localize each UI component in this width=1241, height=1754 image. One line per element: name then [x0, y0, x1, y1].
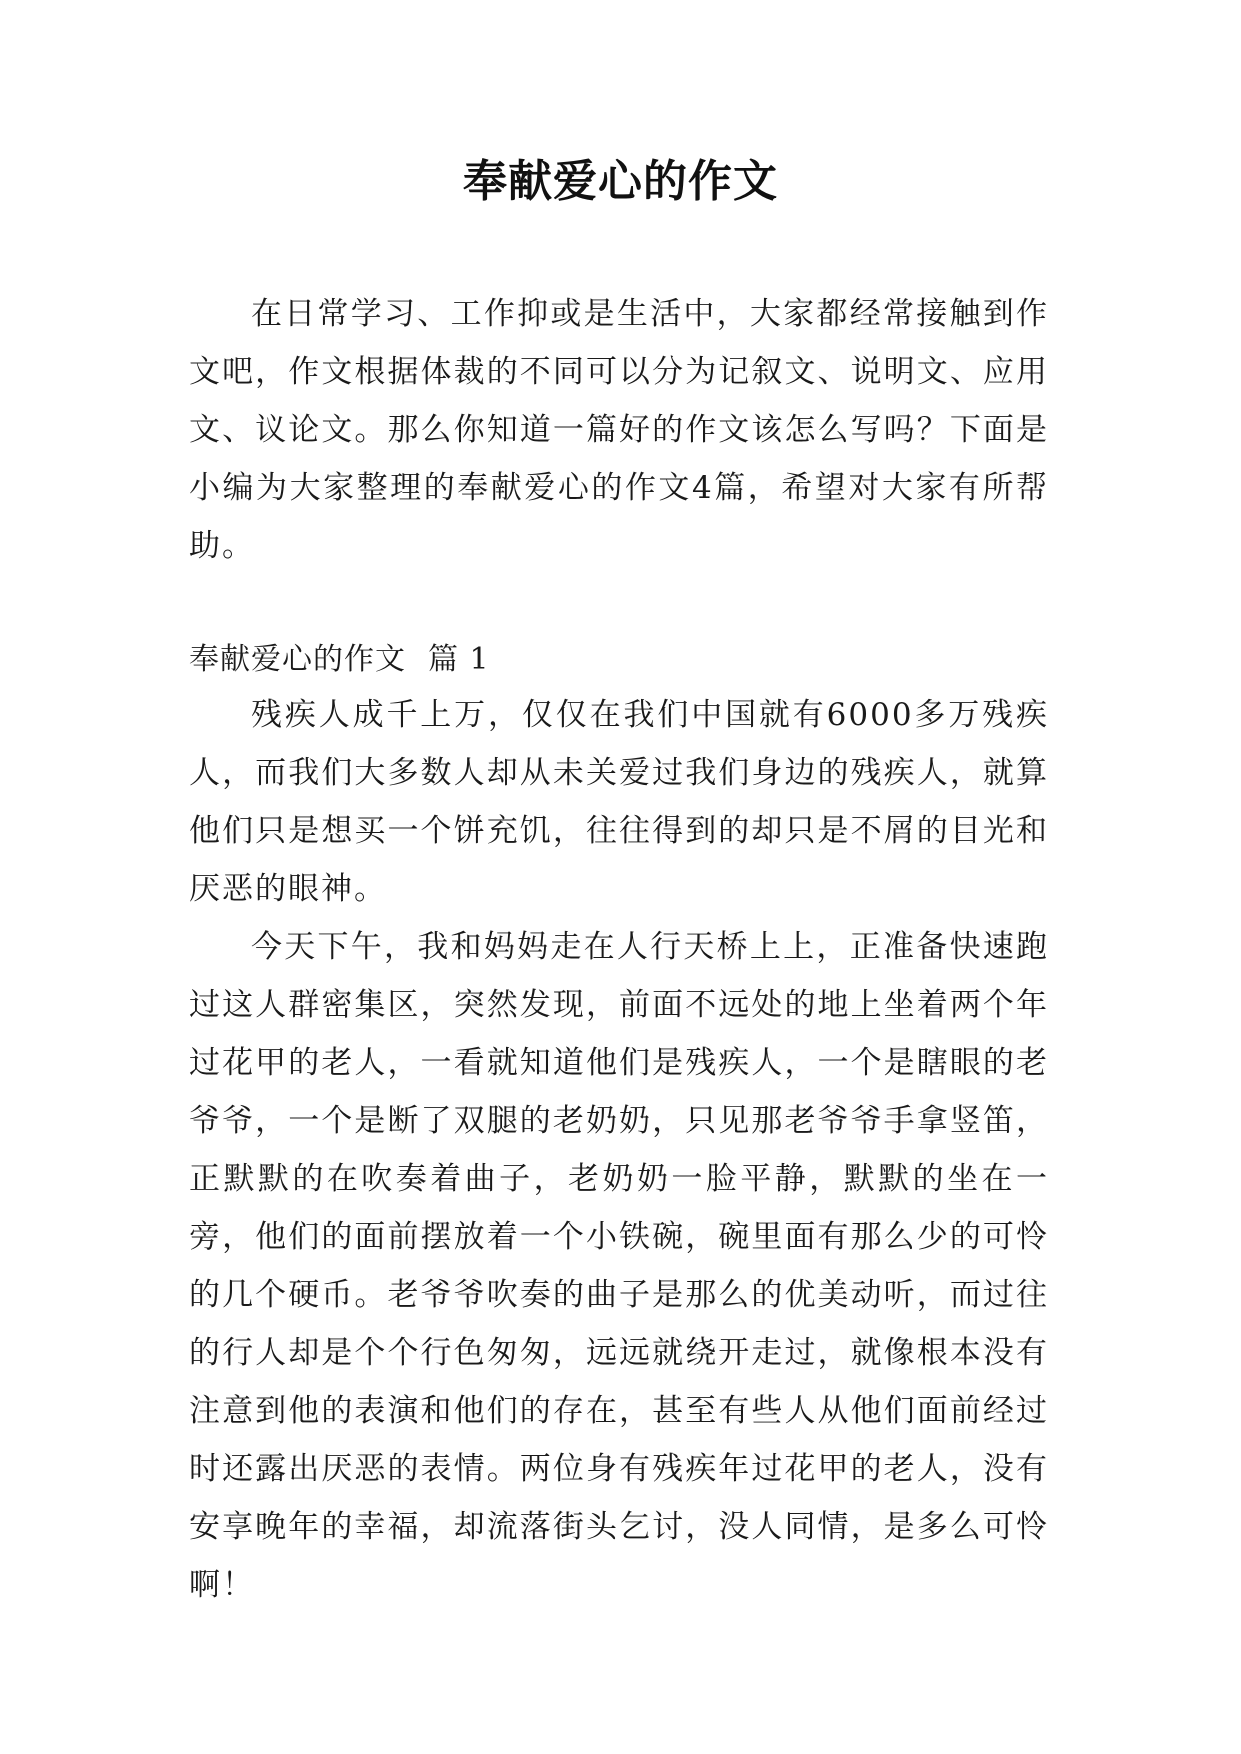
document-title: 奉献爱心的作文: [463, 156, 778, 207]
section-heading: [189, 636, 490, 684]
intro-block: [189, 285, 1049, 575]
section-heading-number: 篇 1: [428, 642, 490, 677]
intro-paragraph: 在日常学习、工作抑或是生活中，大家都经常接触到作文吧，作文根据体裁的不同可以分为记叙文、说明文、应用文、议论文。那么你知道一篇好的作文该怎么写吗？下面是小编为大家整理的奉献爱心的作文4篇，希望对大家有所帮助。: [189, 296, 1049, 564]
section-paragraph: 今天下午，我和妈妈走在人行天桥上上，正准备快速跑过这人群密集区，突然发现，前面不远处的地上坐着两个年过花甲的老人，一看就知道他们是残疾人，一个是瞎眼的老爷爷，一个是断了双腿的老奶奶，只见那老爷爷手拿竖笛，正默默的在吹奏着曲子，老奶奶一脸平静，默默的坐在一旁，他们的面前摆放着一个小铁碗，碗里面有那么少的可怜的几个硬币。老爷爷吹奏的曲子是那么的优美动听，而过往的行人却是个个行色匆匆，远远就绕开走过，就像根本没有注意到他的表演和他们的存在，甚至有些人从他们面前经过时还露出厌恶的表情。两位身有残疾年过花甲的老人，没有安享晚年的幸福，却流落街头乞讨，没人同情，是多么可怜啊！: [189, 929, 1049, 1603]
section-body: [189, 686, 1049, 1614]
section-paragraph: 残疾人成千上万，仅仅在我们中国就有6000多万残疾人，而我们大多数人却从未关爱过我们身边的残疾人，就算他们只是想买一个饼充饥，往往得到的却只是不屑的目光和厌恶的眼神。: [189, 697, 1049, 907]
section-heading-title: 奉献爱心的作文: [189, 642, 406, 677]
